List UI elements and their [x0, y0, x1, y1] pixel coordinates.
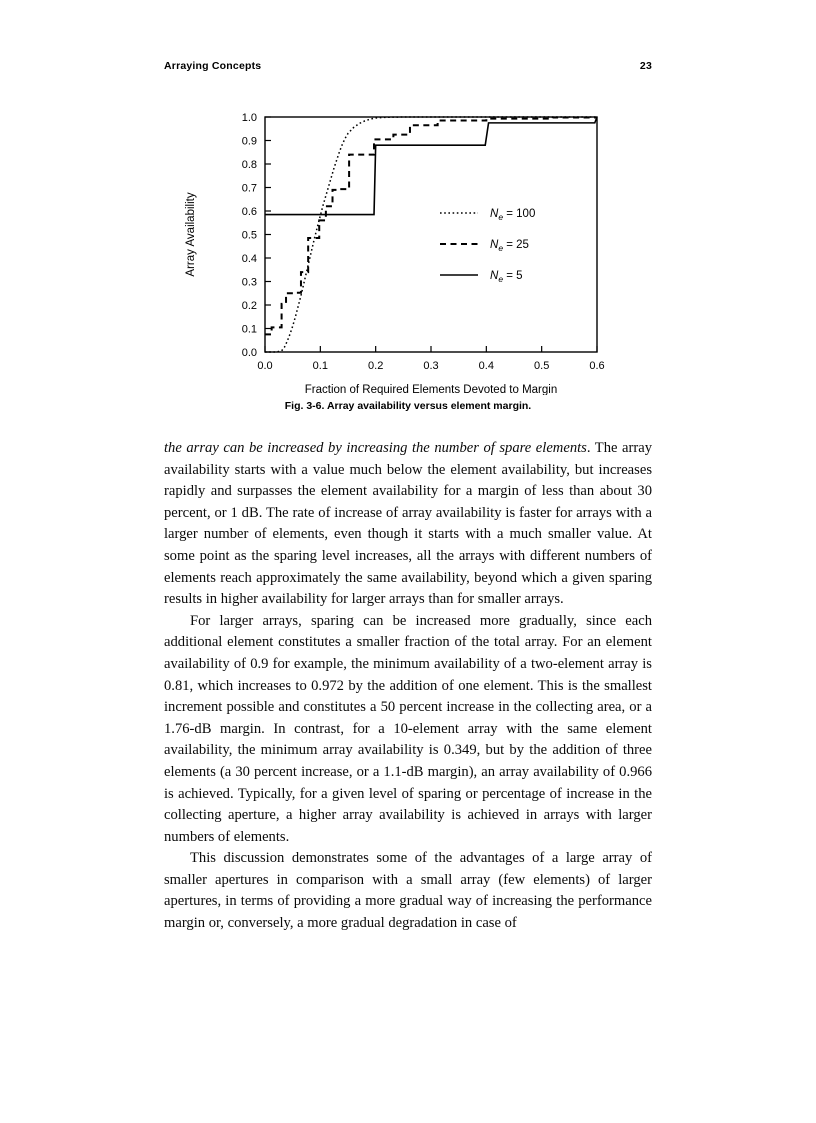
- x-axis-tick-label: 0.6: [589, 360, 605, 372]
- x-axis-tick-label: 0.4: [478, 360, 494, 372]
- x-axis-tick-label: 0.5: [534, 360, 550, 372]
- body-paragraph: For larger arrays, sparing can be increased more gradually, since each additional element constitutes a smaller fraction of the total array. For an element availability of 0.9 for example, the minimum availability of a two-element array is 0.81, which increases to 0.972 by the addition of one element. This is the smallest increment possible and constitutes a 50 percent increase in the collecting area, or a 1.76-dB margin. In contrast, for a 10-element array with the same element availability, the minimum array availability is 0.349, but by the addition of three elements (a 30 percent increase, or a 1.1-dB margin), an array availability of 0.966 is achieved. Typically, for a given level of sparing or percentage of increase in the collecting aperture, a higher array availability is achieved in arrays with larger numbers of elements.: [164, 612, 652, 845]
- legend-label: $N_e = 25$: [490, 239, 529, 253]
- y-axis-tick-label: 0.3: [241, 276, 257, 289]
- figure-3-6: [164, 105, 652, 395]
- figure-caption: Fig. 3-6. Array availability versus element margin.: [284, 400, 532, 412]
- y-axis-tick-label: 1.0: [241, 112, 257, 124]
- running-head-title: Arraying Concepts: [164, 60, 262, 72]
- body-paragraph: This discussion demonstrates some of the advantages of a large array of smaller apertures in comparison with a small array (few elements) of larger apertures, in terms of providing a more gradual way of increasing the performance margin or, conversely, a more gradual degradation in case of: [164, 850, 652, 932]
- series-line-solid: [265, 117, 597, 215]
- page-number: 23: [639, 60, 652, 72]
- running-head: [164, 60, 652, 72]
- italic-lead-phrase: the array can be increased by increasing the number of spare elements: [164, 440, 587, 456]
- chart-container: [164, 105, 652, 395]
- plot-frame: [265, 117, 597, 352]
- y-axis-title: Array Availability: [185, 192, 197, 277]
- body-text: [164, 438, 652, 935]
- x-axis-tick-label: 0.3: [423, 360, 439, 372]
- y-axis-tick-label: 0.2: [241, 300, 257, 312]
- y-axis-tick-label: 0.1: [241, 323, 257, 336]
- series-line-dotted: [265, 117, 597, 352]
- x-axis-title: Fraction of Required Elements Devoted to Margin: [304, 384, 558, 395]
- y-axis-tick-label: 0.0: [241, 347, 257, 359]
- x-axis-tick-label: 0.2: [368, 360, 384, 372]
- series-line-dashed: [265, 117, 597, 334]
- y-axis-tick-label: 0.5: [241, 229, 257, 242]
- legend-label: $N_e = 5$: [490, 270, 523, 284]
- x-axis-tick-label: 0.0: [257, 360, 273, 372]
- y-axis-tick-label: 0.8: [241, 159, 257, 171]
- y-axis-tick-label: 0.6: [241, 206, 257, 218]
- legend-label: $N_e = 100$: [490, 208, 536, 222]
- y-axis-tick-label: 0.4: [241, 253, 257, 265]
- y-axis-tick-label: 0.9: [241, 135, 257, 148]
- array-availability-chart: [164, 105, 652, 395]
- x-axis-tick-label: 0.1: [312, 360, 328, 372]
- y-axis-tick-label: 0.7: [241, 182, 257, 195]
- body-paragraph: the array can be increased by increasing the number of spare elements. The array availability starts with a value much below the element availability, but increases rapidly and surpasses the element availability for a margin of less than about 30 percent, or 1 dB. The rate of increase of array availability is faster for arrays with a larger number of elements, even though it starts with a much smaller value. At some point as the sparing level increases, all the arrays with different numbers of elements reach approximately the same availability, beyond which a given sparing results in higher availability for larger arrays than for smaller arrays.: [164, 440, 652, 608]
